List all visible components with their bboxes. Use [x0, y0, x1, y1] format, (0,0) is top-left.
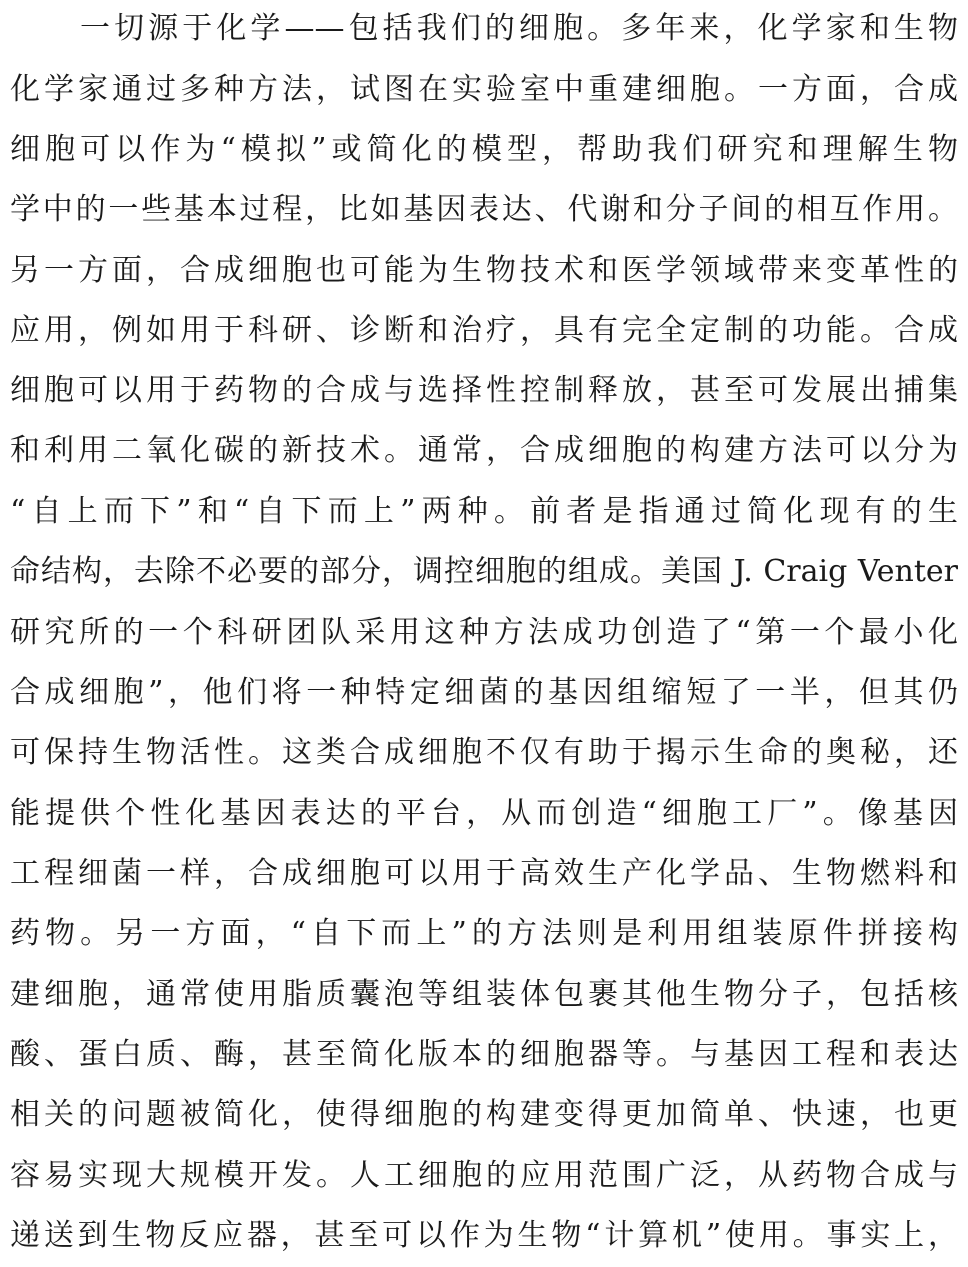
text-line: 容易实现大规模开发。人工细胞的应用范围广泛，从药物合成与 — [10, 1158, 958, 1193]
text-line: 应用，例如用于科研、诊断和治疗，具有完全定制的功能。合成 — [10, 313, 958, 348]
text-line: 学中的一些基本过程，比如基因表达、代谢和分子间的相互作用。 — [10, 192, 958, 227]
text-line: 细胞可以用于药物的合成与选择性控制释放，甚至可发展出捕集 — [10, 373, 958, 408]
text-line: 合成细胞”，他们将一种特定细菌的基因组缩短了一半，但其仍 — [10, 675, 958, 710]
text-line: “自上而下”和“自下而上”两种。前者是指通过简化现有的生 — [10, 494, 958, 529]
text-line: 相关的问题被简化，使得细胞的构建变得更加简单、快速，也更 — [10, 1097, 958, 1132]
text-line: 一切源于化学——包括我们的细胞。多年来，化学家和生物 — [80, 11, 958, 46]
text-line: 细胞可以作为“模拟”或简化的模型，帮助我们研究和理解生物 — [10, 132, 958, 167]
text-line: 酸、蛋白质、酶，甚至简化版本的细胞器等。与基因工程和表达 — [10, 1037, 958, 1072]
text-line: 另一方面，合成细胞也可能为生物技术和医学领域带来变革性的 — [10, 253, 958, 288]
text-line: 命结构，去除不必要的部分，调控细胞的组成。美国 J. Craig Venter — [10, 554, 958, 589]
text-line: 化学家通过多种方法，试图在实验室中重建细胞。一方面，合成 — [10, 72, 958, 107]
text-line: 递送到生物反应器，甚至可以作为生物“计算机”使用。事实上， — [10, 1218, 958, 1253]
text-line: 和利用二氧化碳的新技术。通常，合成细胞的构建方法可以分为 — [10, 433, 958, 468]
text-line: 建细胞，通常使用脂质囊泡等组装体包裹其他生物分子，包括核 — [10, 977, 958, 1012]
text-line: 能提供个性化基因表达的平台，从而创造“细胞工厂”。像基因 — [10, 796, 958, 831]
text-line: 药物。另一方面，“自下而上”的方法则是利用组装原件拼接构 — [10, 916, 958, 951]
text-line: 可保持生物活性。这类合成细胞不仅有助于揭示生命的奥秘，还 — [10, 735, 958, 770]
text-line: 研究所的一个科研团队采用这种方法成功创造了“第一个最小化 — [10, 615, 958, 650]
text-line: 工程细菌一样，合成细胞可以用于高效生产化学品、生物燃料和 — [10, 856, 958, 891]
